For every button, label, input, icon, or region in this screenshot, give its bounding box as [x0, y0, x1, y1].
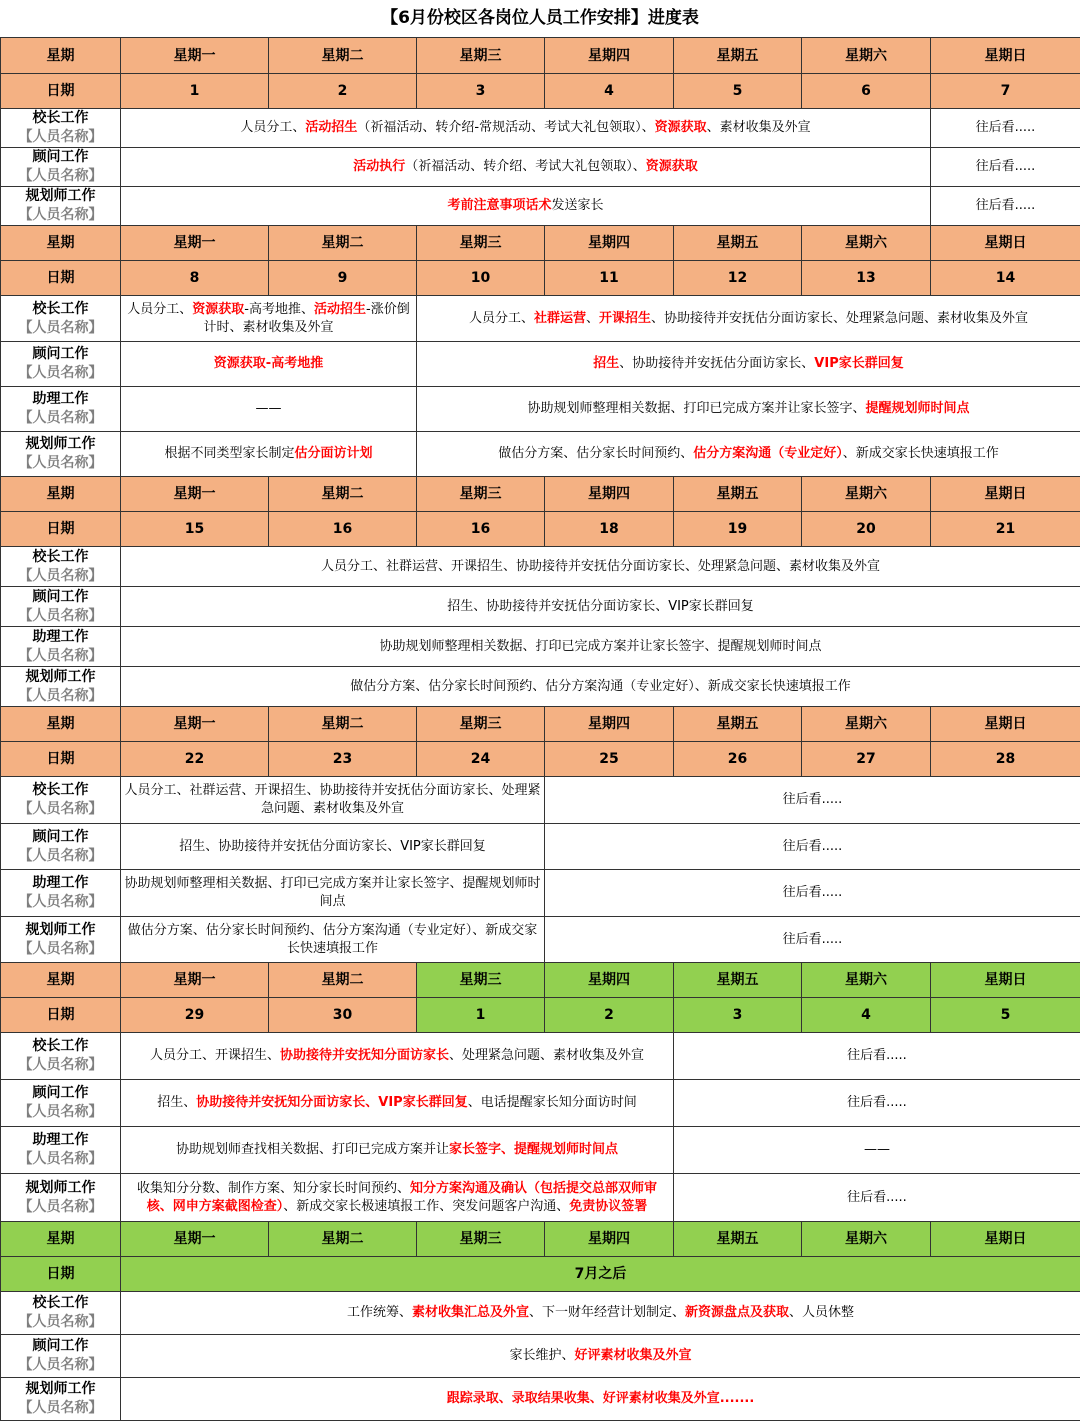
date-cell: 13: [802, 261, 931, 296]
person-placeholder: 【人员名称】: [1, 567, 120, 586]
week2-principal-row: [1, 296, 1080, 342]
highlight-text: 招生: [593, 356, 619, 371]
task-text: 、处理紧急问题、素材收集及外宣: [449, 1048, 644, 1063]
date-cell: 10: [417, 261, 545, 296]
week5-planner-row: [1, 1174, 1080, 1222]
task-text: 、下一财年经营计划制定、: [529, 1305, 685, 1320]
highlight-text: 免责协议签署: [569, 1199, 647, 1214]
date-label-cell: 日期: [1, 261, 121, 296]
task-text: 人员分工、: [469, 311, 534, 326]
task-cell: [121, 187, 931, 226]
task-text: 招生、: [157, 1095, 196, 1110]
week1-date-row: [1, 74, 1080, 109]
week2-weekday-row: [1, 226, 1080, 261]
week-label-cell: 星期: [1, 38, 121, 74]
weekday-cell: 星期一: [121, 963, 269, 998]
role-name: 助理工作: [1, 390, 120, 409]
date-cell: 22: [121, 742, 269, 777]
person-placeholder: 【人员名称】: [1, 687, 120, 706]
person-placeholder: 【人员名称】: [1, 1313, 120, 1332]
person-placeholder: 【人员名称】: [1, 128, 120, 147]
later-cell: 往后看.....: [674, 1174, 1080, 1222]
weekday-cell: 星期一: [121, 477, 269, 512]
person-placeholder: 【人员名称】: [1, 607, 120, 626]
weekday-cell: 星期一: [121, 1222, 269, 1257]
role-name: 规划师工作: [1, 1179, 120, 1198]
role-cell: [1, 342, 121, 387]
task-cell: [417, 387, 1080, 432]
task-cell: 协助规划师整理相关数据、打印已完成方案并让家长签字、提醒规划师时间点: [121, 627, 1080, 667]
weekday-cell: 星期一: [121, 226, 269, 261]
date-cell-next-month: 3: [674, 998, 802, 1033]
july-date-cell: 7月之后: [121, 1257, 1080, 1292]
week-label-cell: 星期: [1, 226, 121, 261]
page-title: 【6月份校区各岗位人员工作安排】进度表: [0, 0, 1080, 37]
weekday-cell: 星期六: [802, 707, 931, 742]
highlight-text: 社群运营: [534, 311, 586, 326]
week4-planner-row: [1, 917, 1080, 963]
role-name: 规划师工作: [1, 921, 120, 940]
task-text: （祈福活动、转介绍、考试大礼包领取）、: [405, 159, 646, 174]
task-cell: 招生、协助接待并安抚估分面访家长、VIP家长群回复: [121, 587, 1080, 627]
weekday-cell: 星期三: [417, 38, 545, 74]
person-placeholder: 【人员名称】: [1, 1356, 120, 1375]
date-cell: 16: [269, 512, 417, 547]
highlight-text: 估分面访计划: [295, 446, 373, 461]
date-cell: 19: [674, 512, 802, 547]
highlight-text: 估分方案沟通（专业定好）: [693, 446, 843, 461]
task-text: 发送家长: [552, 198, 604, 213]
role-name: 规划师工作: [1, 1380, 120, 1399]
task-text: 、新成交家长快速填报工作: [843, 446, 999, 461]
role-name: 顾问工作: [1, 828, 120, 847]
highlight-text: 素材收集汇总及外宣: [412, 1305, 529, 1320]
july-weekday-row: [1, 1222, 1080, 1257]
highlight-text: VIP家长群回复: [814, 356, 903, 371]
person-placeholder: 【人员名称】: [1, 167, 120, 186]
weekday-cell-next-month: 星期六: [802, 963, 931, 998]
role-name: 校长工作: [1, 300, 120, 319]
later-cell: 往后看.....: [674, 1080, 1080, 1127]
role-name: 校长工作: [1, 781, 120, 800]
task-cell: 人员分工、社群运营、开课招生、协助接待并安抚估分面访家长、处理紧急问题、素材收集及外宣: [121, 547, 1080, 587]
week2-date-row: [1, 261, 1080, 296]
task-text: 做估分方案、估分家长时间预约、: [498, 446, 693, 461]
role-name: 助理工作: [1, 628, 120, 647]
highlight-text: 新资源盘点及获取: [685, 1305, 789, 1320]
role-cell: [1, 148, 121, 187]
highlight-text: 跟踪录取、录取结果收集、好评素材收集及外宣.......: [447, 1391, 755, 1406]
week5-date-row: [1, 998, 1080, 1033]
weekday-cell: 星期五: [674, 707, 802, 742]
highlight-text: 活动招生: [305, 120, 357, 135]
week4-weekday-row: [1, 707, 1080, 742]
role-name: 助理工作: [1, 1131, 120, 1150]
week2-assistant-row: [1, 387, 1080, 432]
role-cell: [1, 587, 121, 627]
week2-consultant-row: [1, 342, 1080, 387]
date-cell: 29: [121, 998, 269, 1033]
task-text: 工作统筹、: [347, 1305, 412, 1320]
task-cell: [121, 296, 417, 342]
week3-consultant-row: [1, 587, 1080, 627]
task-text: -涨价倒计时、素材收集及外宣: [203, 302, 409, 335]
date-cell: 26: [674, 742, 802, 777]
task-cell: 招生、协助接待并安抚估分面访家长、VIP家长群回复: [121, 824, 545, 870]
task-text: -高考地推、: [244, 302, 314, 317]
highlight-text: 开课招生: [599, 311, 651, 326]
july-planner-row: [1, 1378, 1080, 1421]
highlight-text: 活动招生: [314, 302, 366, 317]
role-name: 顾问工作: [1, 1084, 120, 1103]
highlight-text: 协助接待并安抚知分面访家长: [280, 1048, 449, 1063]
person-placeholder: 【人员名称】: [1, 1103, 120, 1122]
person-placeholder: 【人员名称】: [1, 1198, 120, 1217]
role-cell: [1, 387, 121, 432]
role-cell: [1, 777, 121, 824]
role-name: 顾问工作: [1, 345, 120, 364]
week3-planner-row: [1, 667, 1080, 707]
task-cell: [121, 1080, 674, 1127]
weekday-cell: 星期四: [545, 38, 674, 74]
weekday-cell: 星期四: [545, 226, 674, 261]
date-label-cell: 日期: [1, 742, 121, 777]
weekday-cell-next-month: 星期四: [545, 963, 674, 998]
role-cell: [1, 1292, 121, 1335]
weekday-cell-next-month: 星期三: [417, 963, 545, 998]
later-cell: 往后看.....: [545, 870, 1080, 917]
weekday-cell: 星期日: [931, 1222, 1080, 1257]
task-text: 家长维护、: [509, 1348, 574, 1363]
weekday-cell: 星期一: [121, 38, 269, 74]
person-placeholder: 【人员名称】: [1, 940, 120, 959]
task-text: 、人员休整: [789, 1305, 854, 1320]
date-cell: 9: [269, 261, 417, 296]
task-text: 、新成交家长极速填报工作、突发问题客户沟通、: [283, 1199, 569, 1214]
task-text: 、协助接待并安抚估分面访家长、处理紧急问题、素材收集及外宣: [651, 311, 1028, 326]
week2-planner-row: [1, 432, 1080, 477]
date-cell: 20: [802, 512, 931, 547]
role-cell: [1, 667, 121, 707]
role-name: 校长工作: [1, 1294, 120, 1313]
person-placeholder: 【人员名称】: [1, 364, 120, 383]
later-cell: 往后看.....: [931, 148, 1080, 187]
weekday-cell: 星期五: [674, 226, 802, 261]
weekday-cell: 星期二: [269, 226, 417, 261]
weekday-cell: 星期六: [802, 226, 931, 261]
task-cell: [121, 1335, 1080, 1378]
date-cell: 18: [545, 512, 674, 547]
week5-consultant-row: [1, 1080, 1080, 1127]
weekday-cell: 星期二: [269, 477, 417, 512]
role-name: 顾问工作: [1, 148, 120, 167]
role-cell: [1, 1033, 121, 1080]
weekday-cell: 星期四: [545, 1222, 674, 1257]
task-text: 收集知分分数、制作方案、知分家长时间预约、: [137, 1181, 410, 1196]
task-cell: 做估分方案、估分家长时间预约、估分方案沟通（专业定好）、新成交家长快速填报工作: [121, 917, 545, 963]
week3-date-row: [1, 512, 1080, 547]
task-text: 根据不同类型家长制定: [164, 446, 294, 461]
date-label-cell: 日期: [1, 1257, 121, 1292]
role-cell: [1, 1174, 121, 1222]
person-placeholder: 【人员名称】: [1, 454, 120, 473]
task-cell: [121, 342, 417, 387]
highlight-text: 活动执行: [353, 159, 405, 174]
week3-principal-row: [1, 547, 1080, 587]
later-cell: 往后看.....: [674, 1033, 1080, 1080]
weekday-cell: 星期六: [802, 38, 931, 74]
role-cell: [1, 1335, 121, 1378]
role-cell: [1, 296, 121, 342]
highlight-text: 资源获取: [646, 159, 698, 174]
july-date-row: [1, 1257, 1080, 1292]
date-cell-next-month: 1: [417, 998, 545, 1033]
date-label-cell: 日期: [1, 512, 121, 547]
week1-principal-row: [1, 109, 1080, 148]
role-name: 规划师工作: [1, 187, 120, 206]
task-cell: 做估分方案、估分家长时间预约、估分方案沟通（专业定好）、新成交家长快速填报工作: [121, 667, 1080, 707]
week1-weekday-row: [1, 38, 1080, 74]
weekday-cell: 星期三: [417, 1222, 545, 1257]
task-cell: [417, 432, 1080, 477]
person-placeholder: 【人员名称】: [1, 1399, 120, 1418]
week-label-cell: 星期: [1, 707, 121, 742]
role-cell: [1, 547, 121, 587]
role-name: 助理工作: [1, 874, 120, 893]
date-cell: 25: [545, 742, 674, 777]
schedule-table: [0, 37, 1080, 1421]
weekday-cell: 星期一: [121, 707, 269, 742]
date-cell: 28: [931, 742, 1080, 777]
later-cell: 往后看.....: [545, 917, 1080, 963]
date-cell-next-month: 4: [802, 998, 931, 1033]
task-cell: [417, 296, 1080, 342]
week3-assistant-row: [1, 627, 1080, 667]
weekday-cell: 星期日: [931, 707, 1080, 742]
highlight-text: 资源获取: [655, 120, 707, 135]
role-name: 顾问工作: [1, 1337, 120, 1356]
date-cell: 4: [545, 74, 674, 109]
task-cell: [121, 1033, 674, 1080]
week-label-cell: 星期: [1, 963, 121, 998]
weekday-cell: 星期日: [931, 477, 1080, 512]
person-placeholder: 【人员名称】: [1, 847, 120, 866]
role-cell: [1, 109, 121, 148]
task-text: （祈福活动、转介绍-常规活动、考试大礼包领取）、: [357, 120, 654, 135]
date-cell: 14: [931, 261, 1080, 296]
highlight-text: 好评素材收集及外宣: [575, 1348, 692, 1363]
weekday-cell: 星期日: [931, 226, 1080, 261]
weekday-cell: 星期二: [269, 38, 417, 74]
role-cell: [1, 187, 121, 226]
highlight-text: 资源获取: [192, 302, 244, 317]
date-cell: 30: [269, 998, 417, 1033]
date-cell: 11: [545, 261, 674, 296]
task-cell: [121, 1292, 1080, 1335]
person-placeholder: 【人员名称】: [1, 893, 120, 912]
dash-cell: ——: [121, 387, 417, 432]
role-cell: [1, 1378, 121, 1421]
date-cell: 16: [417, 512, 545, 547]
role-name: 顾问工作: [1, 588, 120, 607]
person-placeholder: 【人员名称】: [1, 800, 120, 819]
person-placeholder: 【人员名称】: [1, 647, 120, 666]
week-label-cell: 星期: [1, 1222, 121, 1257]
task-text: 、: [586, 311, 599, 326]
role-name: 规划师工作: [1, 435, 120, 454]
role-cell: [1, 1080, 121, 1127]
week3-weekday-row: [1, 477, 1080, 512]
task-cell: [417, 342, 1080, 387]
date-cell: 24: [417, 742, 545, 777]
date-cell: 21: [931, 512, 1080, 547]
role-name: 规划师工作: [1, 668, 120, 687]
week5-assistant-row: [1, 1127, 1080, 1174]
weekday-cell: 星期六: [802, 477, 931, 512]
week4-date-row: [1, 742, 1080, 777]
date-cell: 27: [802, 742, 931, 777]
highlight-text: 考前注意事项话术: [447, 198, 551, 213]
weekday-cell: 星期六: [802, 1222, 931, 1257]
role-name: 校长工作: [1, 548, 120, 567]
week4-principal-row: [1, 777, 1080, 824]
task-cell: [121, 1378, 1080, 1421]
weekday-cell: 星期二: [269, 1222, 417, 1257]
later-cell: 往后看.....: [545, 777, 1080, 824]
week1-consultant-row: [1, 148, 1080, 187]
weekday-cell: 星期三: [417, 226, 545, 261]
weekday-cell: 星期五: [674, 1222, 802, 1257]
person-placeholder: 【人员名称】: [1, 319, 120, 338]
role-cell: [1, 917, 121, 963]
week4-consultant-row: [1, 824, 1080, 870]
task-text: 人员分工、: [240, 120, 305, 135]
task-text: 、协助接待并安抚估分面访家长、: [619, 356, 814, 371]
highlight-text: 家长签字、提醒规划师时间点: [449, 1142, 618, 1157]
task-text: 协助规划师整理相关数据、打印已完成方案并让家长签字、: [527, 401, 865, 416]
role-cell: [1, 1127, 121, 1174]
date-label-cell: 日期: [1, 74, 121, 109]
task-text: 人员分工、: [127, 302, 192, 317]
week1-planner-row: [1, 187, 1080, 226]
weekday-cell: 星期五: [674, 38, 802, 74]
weekday-cell: 星期四: [545, 707, 674, 742]
weekday-cell-next-month: 星期五: [674, 963, 802, 998]
week5-principal-row: [1, 1033, 1080, 1080]
task-text: 、素材收集及外宣: [707, 120, 811, 135]
task-text: 、电话提醒家长知分面访时间: [468, 1095, 637, 1110]
date-cell: 12: [674, 261, 802, 296]
week4-assistant-row: [1, 870, 1080, 917]
highlight-text: 知分方案沟通及确认（包括提交总部双师审核、网申方案截图检查）: [147, 1181, 657, 1214]
july-consultant-row: [1, 1335, 1080, 1378]
role-cell: [1, 627, 121, 667]
date-cell: 5: [674, 74, 802, 109]
week5-weekday-row: [1, 963, 1080, 998]
date-cell: 2: [269, 74, 417, 109]
task-text: 协助规划师查找相关数据、打印已完成方案并让: [176, 1142, 449, 1157]
person-placeholder: 【人员名称】: [1, 206, 120, 225]
highlight-text: 提醒规划师时间点: [866, 401, 970, 416]
date-cell: 3: [417, 74, 545, 109]
task-cell: [121, 1174, 674, 1222]
role-name: 校长工作: [1, 109, 120, 128]
task-cell: [121, 109, 931, 148]
date-label-cell: 日期: [1, 998, 121, 1033]
person-placeholder: 【人员名称】: [1, 1150, 120, 1169]
date-cell: 6: [802, 74, 931, 109]
role-cell: [1, 432, 121, 477]
highlight-text: 协助接待并安抚知分面访家长、VIP家长群回复: [196, 1095, 467, 1110]
date-cell-next-month: 2: [545, 998, 674, 1033]
weekday-cell: 星期四: [545, 477, 674, 512]
task-cell: 人员分工、社群运营、开课招生、协助接待并安抚估分面访家长、处理紧急问题、素材收集及外宣: [121, 777, 545, 824]
date-cell: 23: [269, 742, 417, 777]
later-cell: 往后看.....: [931, 187, 1080, 226]
week-label-cell: 星期: [1, 477, 121, 512]
role-cell: [1, 824, 121, 870]
date-cell: 7: [931, 74, 1080, 109]
july-principal-row: [1, 1292, 1080, 1335]
later-cell: 往后看.....: [545, 824, 1080, 870]
person-placeholder: 【人员名称】: [1, 1056, 120, 1075]
weekday-cell: 星期三: [417, 707, 545, 742]
weekday-cell: 星期二: [269, 963, 417, 998]
role-name: 校长工作: [1, 1037, 120, 1056]
person-placeholder: 【人员名称】: [1, 409, 120, 428]
weekday-cell: 星期日: [931, 38, 1080, 74]
later-cell: 往后看.....: [931, 109, 1080, 148]
task-cell: 协助规划师整理相关数据、打印已完成方案并让家长签字、提醒规划师时间点: [121, 870, 545, 917]
role-cell: [1, 870, 121, 917]
weekday-cell: 星期三: [417, 477, 545, 512]
weekday-cell-next-month: 星期日: [931, 963, 1080, 998]
task-cell: [121, 148, 931, 187]
weekday-cell: 星期五: [674, 477, 802, 512]
weekday-cell: 星期二: [269, 707, 417, 742]
date-cell: 15: [121, 512, 269, 547]
task-cell: [121, 432, 417, 477]
date-cell: 8: [121, 261, 269, 296]
date-cell: 1: [121, 74, 269, 109]
dash-cell: ——: [674, 1127, 1080, 1174]
task-cell: [121, 1127, 674, 1174]
highlight-text: 资源获取-高考地推: [214, 356, 323, 371]
date-cell-next-month: 5: [931, 998, 1080, 1033]
task-text: 人员分工、开课招生、: [150, 1048, 280, 1063]
